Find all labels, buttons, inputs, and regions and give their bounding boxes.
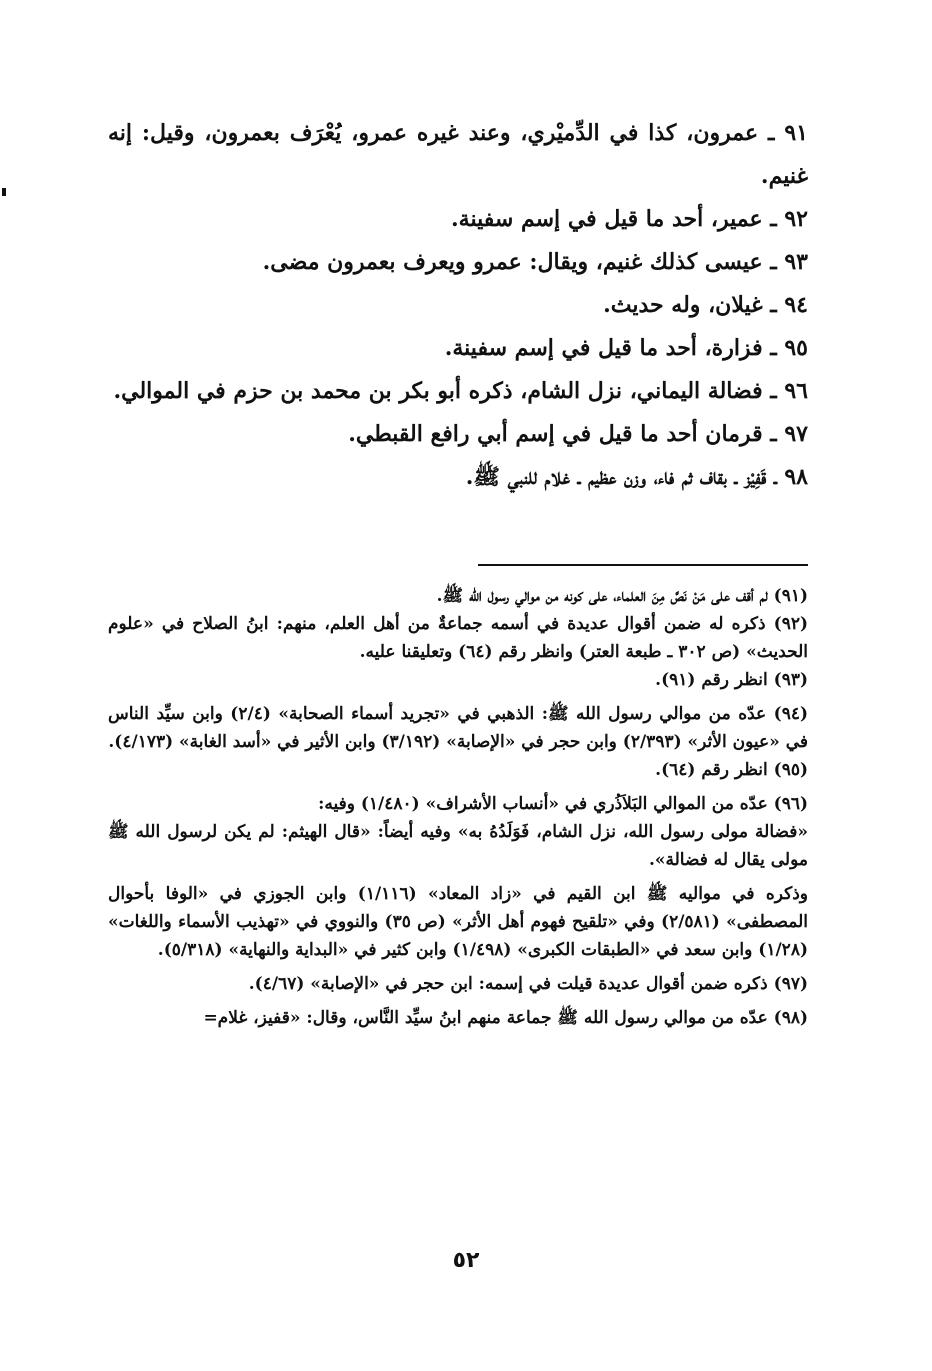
entry-92: ٩٢ ـ عمير، أحد ما قيل في إسم سفينة. (451, 206, 808, 232)
footnote-97: (٩٧) ذكره ضمن أقوال عديدة قيلت في إسمه: ابن حجر في «الإصابة» (٤/٦٧). (248, 974, 808, 994)
footnote-96-continuation: وذكره في مواليه ﷺ ابن القيم في «زاد المعاد» (١/١١٦) وابن الجوزي في «الوفا بأحوال المصطفى» (٢/٥٨١) وفي «تلقيح فهوم أهل الأثر» (ص ٣٥) والنووي في «تهذيب الأسماء واللغات» (١/٢٨) وابن سعد في «الطبقات الكبرى» (١/٤٩٨) وابن كثير في «البداية والنهاية» (٥/٣١٨). (108, 884, 808, 960)
entry-96: ٩٦ ـ فضالة اليماني، نزل الشام، ذكره أبو بكر بن محمد بن حزم في الموالي. (113, 378, 808, 404)
page-number: ٥٢ (452, 1248, 480, 1273)
entry-93: ٩٣ ـ عيسى كذلك غنيم، ويقال: عمرو ويعرف بعمرون مضى. (262, 249, 808, 275)
footnote-98: (٩٨) عدّه من موالي رسول الله ﷺ جماعة منهم ابنُ سيِّد النَّاس، وقال: «قفيز، غلام= (203, 1008, 808, 1028)
footnote-96: (٩٦) عدّه من الموالي البَلاَذُري في «أنساب الأشراف» (١/٤٨٠) وفيه: (318, 794, 808, 814)
entry-95: ٩٥ ـ فزارة، أحد ما قيل في إسم سفينة. (444, 335, 808, 361)
footnote-92: (٩٢) ذكره له ضمن أقوال عديدة في أسمه جماعةٌ من أهل العلم، منهم: ابنُ الصلاح في «علوم الحديث» (ص ٣٠٢ ـ طبعة العتر) وانظر رقم (٦٤) وتعليقنا عليه. (108, 614, 808, 662)
entry-91: ٩١ ـ عمرون، كذا في الدِّميْري، وعند غيره عمرو، يُعْرَف بعمرون، وقيل: إنه غنيم. (108, 120, 808, 189)
footnote-91: (٩١) لم أقف على مَنْ نَصَّ مِنَ العلماء، على كونه من موالي رسول الله ﷺ. (436, 586, 808, 606)
entry-97: ٩٧ ـ قرمان أحد ما قيل في إسم أبي رافع القبطي. (348, 421, 808, 447)
page-edge-mark (2, 188, 6, 196)
footnote-94: (٩٤) عدّه من موالي رسول الله ﷺ: الذهبي في «تجريد أسماء الصحابة» (٢/٤) وابن سيِّد الناس في «عيون الأثر» (٢/٣٩٣) وابن حجر في «الإصابة» (٣/١٩٢) وابن الأثير في «أسد الغابة» (٤/١٧٣). (108, 704, 809, 752)
entry-98: ٩٨ ـ قَفِيْز ـ بقاف ثم فاء، وزن عظيم ـ غلام للنبي ﷺ. (465, 464, 808, 490)
main-text (108, 112, 808, 499)
footnote-95: (٩٥) انظر رقم (٦٤). (655, 760, 808, 780)
footnote-93: (٩٣) انظر رقم (٩١). (655, 670, 808, 690)
footnote-96-quote: «فضالة مولى رسول الله، نزل الشام، فَوَلَدُهُ به» وفيه أيضاً: «قال الهيثم: لم يكن لرسول الله ﷺ مولى يقال له فضالة». (108, 822, 808, 870)
footnote-separator (478, 564, 808, 566)
page-body (108, 112, 809, 1028)
entry-94: ٩٤ ـ غيلان، وله حديث. (603, 292, 808, 318)
footnotes (108, 582, 808, 1032)
